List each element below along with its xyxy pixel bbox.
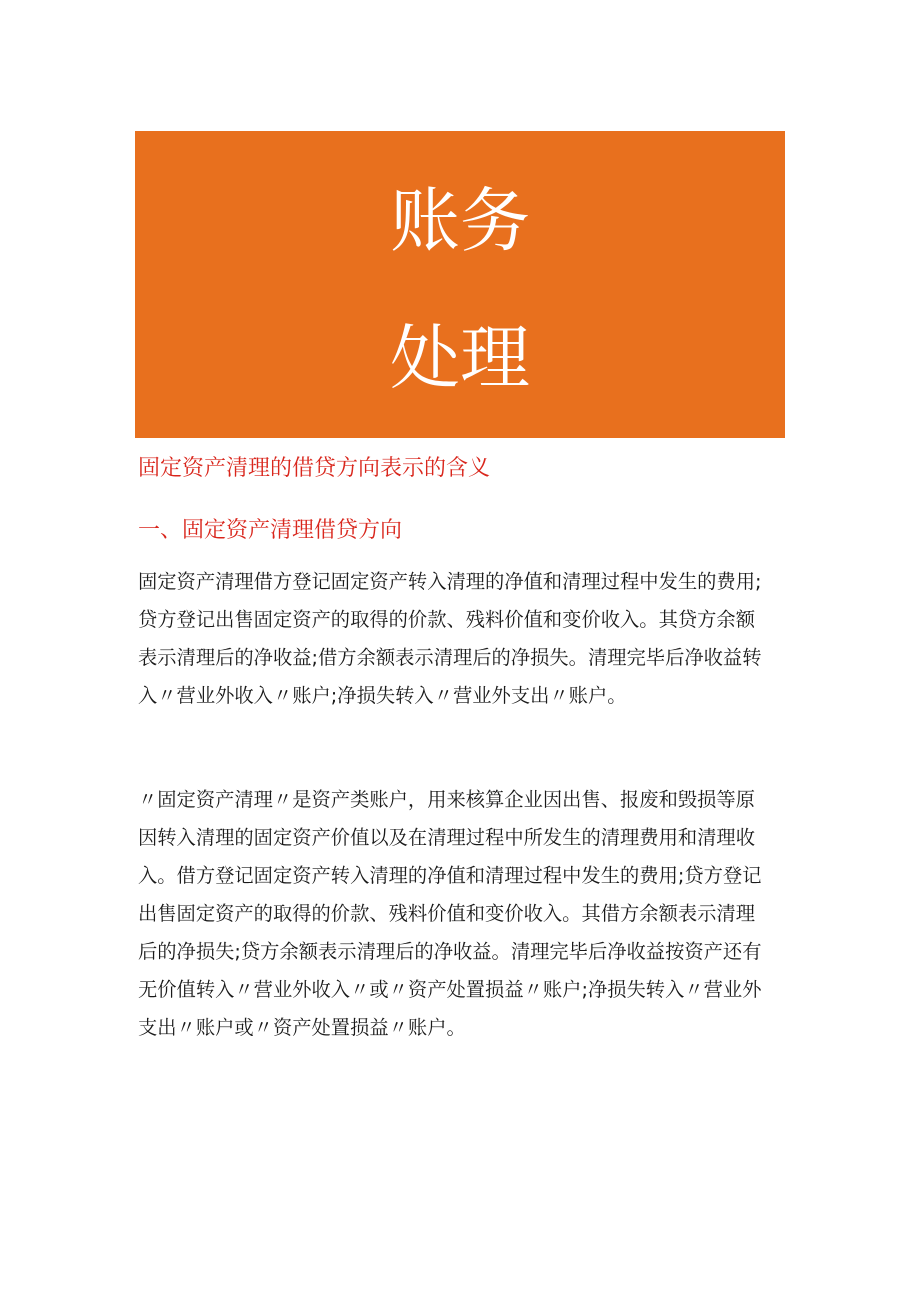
paragraph-line: 入〃营业外收入〃账户;净损失转入〃营业外支出〃账户。 — [138, 684, 627, 707]
paragraph-line: 贷方登记出售固定资产的取得的价款、残料价值和变价收入。其贷方余额 — [138, 608, 755, 631]
document-title: 固定资产清理的借贷方向表示的含义 — [138, 456, 491, 481]
paragraph-line: 表示清理后的净收益;借方余额表示清理后的净损失。清理完毕后净收益转 — [138, 646, 762, 669]
paragraph-line: 后的净损失;贷方余额表示清理后的净收益。清理完毕后净收益按资产还有 — [138, 940, 762, 963]
paragraph-line: 因转入清理的固定资产价值以及在清理过程中所发生的清理费用和清理收 — [138, 826, 755, 849]
paragraph-line: 固定资产清理借方登记固定资产转入清理的净值和清理过程中发生的费用; — [138, 570, 762, 593]
paragraph-line: 〃固定资产清理〃是资产类账户，用来核算企业因出售、报废和毁损等原 — [138, 788, 755, 811]
banner-title-line-2: 处理 — [390, 317, 530, 399]
section-heading: 一、固定资产清理借贷方向 — [138, 518, 403, 543]
paragraph-1 — [138, 563, 784, 715]
paragraph-line: 入。借方登记固定资产转入清理的净值和清理过程中发生的费用;贷方登记 — [138, 864, 762, 887]
paragraph-line: 出售固定资产的取得的价款、残料价值和变价收入。其借方余额表示清理 — [138, 902, 755, 925]
cover-banner — [135, 131, 785, 438]
paragraph-line: 无价值转入〃营业外收入〃或〃资产处置损益〃账户;净损失转入〃营业外 — [138, 978, 762, 1001]
banner-title-line-1: 账务 — [390, 180, 530, 262]
paragraph-line: 支出〃账户或〃资产处置损益〃账户。 — [138, 1016, 466, 1039]
paragraph-2 — [138, 781, 784, 1047]
